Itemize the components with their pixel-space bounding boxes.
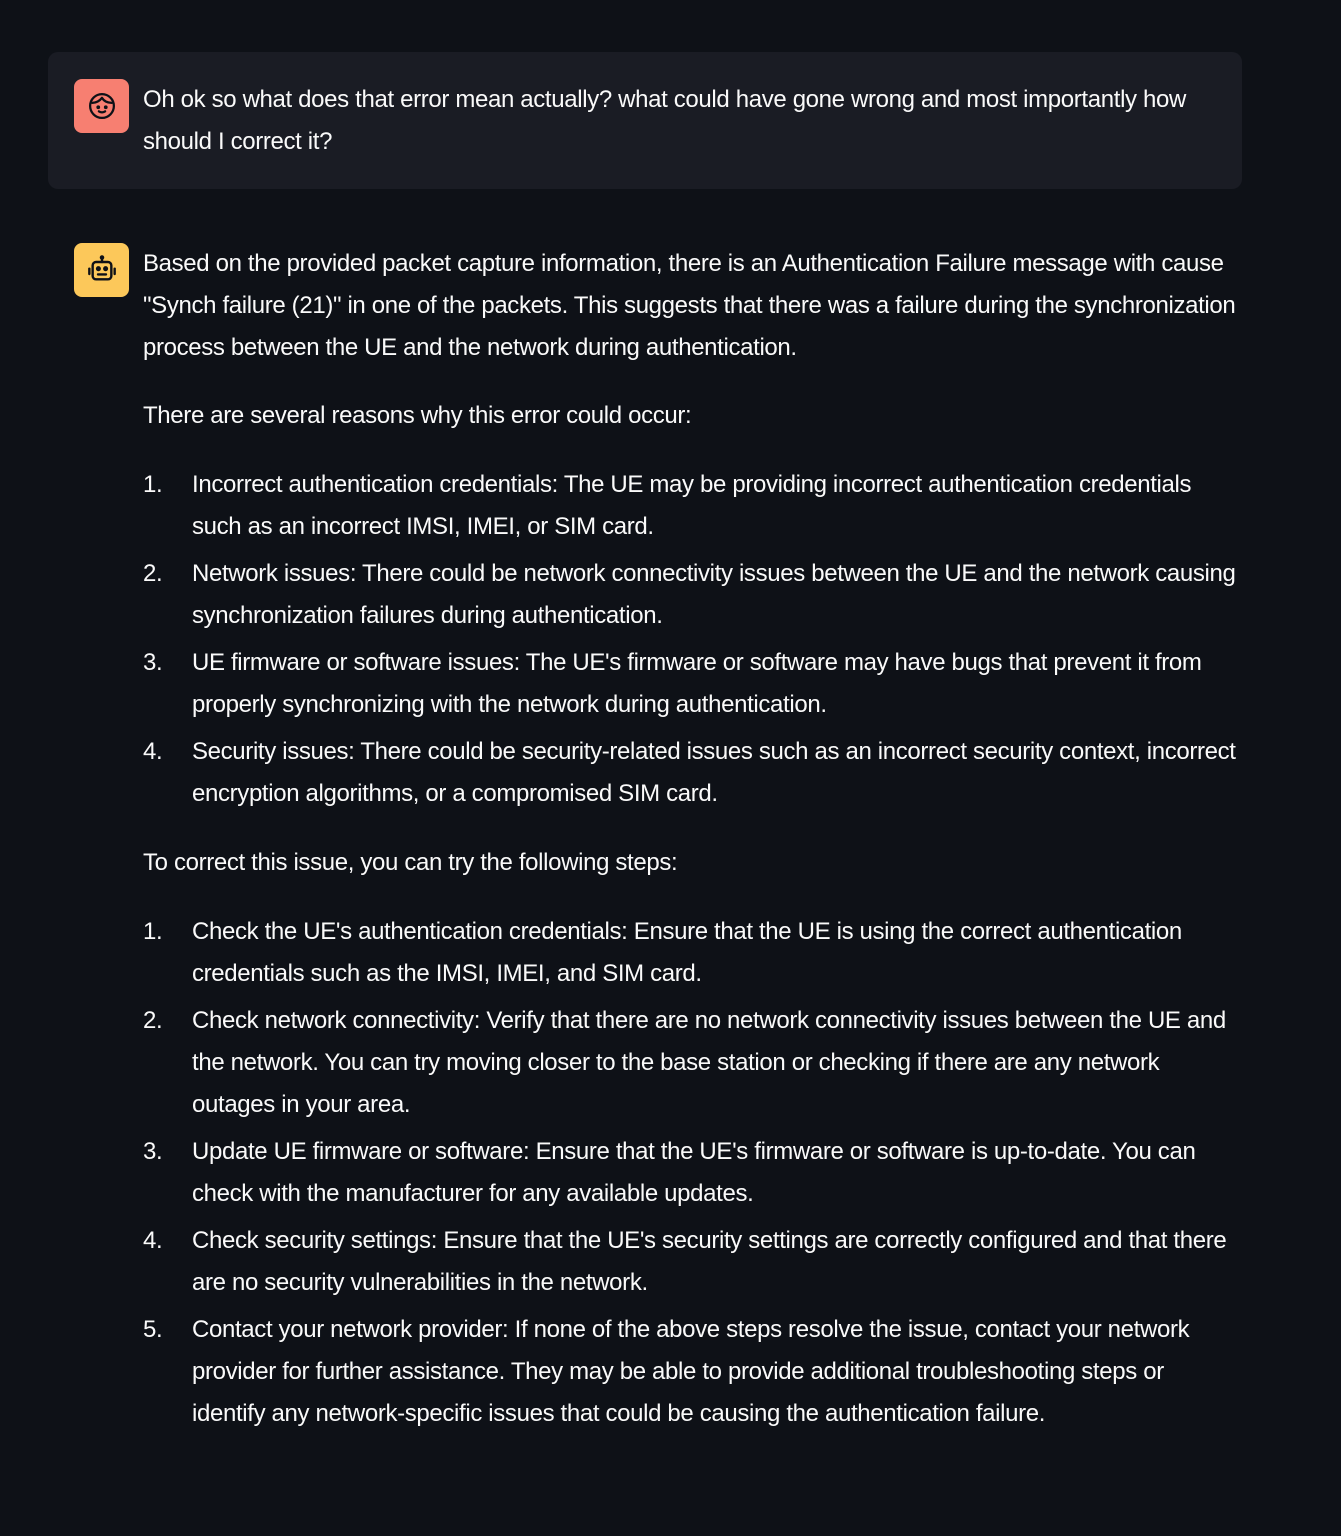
list-number: 4. (143, 738, 163, 766)
list-number: 5. (143, 1316, 163, 1344)
list-item-text: Security issues: There could be security-related issues such as an incorrect security context, incorrect encryption algorithms, or a compromised SIM card. (192, 738, 1236, 808)
list-number: 3. (143, 649, 163, 677)
list-number: 1. (143, 471, 163, 499)
user-avatar (74, 79, 129, 133)
list-item (143, 1220, 1242, 1304)
reasons-list (143, 464, 1242, 815)
list-item (143, 464, 1242, 548)
list-item (143, 1131, 1242, 1215)
list-item (143, 1000, 1242, 1125)
list-item-text: UE firmware or software issues: The UE's firmware or software may have bugs that prevent it from properly synchronizing with the network during authentication. (192, 649, 1202, 719)
robot-icon (86, 254, 118, 286)
list-item (143, 911, 1242, 995)
user-face-icon (87, 91, 117, 121)
user-message (48, 52, 1242, 189)
assistant-intro: Based on the provided packet capture information, there is an Authentication Failure message with cause "Synch failure (21)" in one of the packets. This suggests that there was a failure during the synchronization process between the UE and the network during authentication. (143, 250, 1236, 361)
list-item-text: Update UE firmware or software: Ensure that the UE's firmware or software is up-to-date. You can check with the manufacturer for any available updates. (192, 1137, 1196, 1207)
list-item-text: Contact your network provider: If none of the above steps resolve the issue, contact your network provider for further assistance. They may be able to provide additional troubleshooting steps or identify any network-specific issues that could be causing the authentication failure. (192, 1316, 1190, 1427)
steps-list (143, 911, 1242, 1435)
list-item (143, 731, 1242, 815)
list-number: 1. (143, 917, 163, 945)
list-item-text: Incorrect authentication credentials: The UE may be providing incorrect authentication credentials such as an incorrect IMSI, IMEI, or SIM card. (192, 471, 1192, 540)
list-item (143, 1309, 1242, 1434)
steps-heading: To correct this issue, you can try the following steps: (143, 849, 678, 877)
list-item-text: Check network connectivity: Verify that there are no network connectivity issues between the UE and the network. You can try moving closer to the base station or checking if there are any network outages in your area. (192, 1006, 1226, 1118)
assistant-message-body (143, 243, 1242, 1434)
list-item-text: Check security settings: Ensure that the UE's security settings are correctly configured and that there are no security vulnerabilities in the network. (192, 1226, 1227, 1296)
list-item-text: Check the UE's authentication credentials: Ensure that the UE is using the correct authentication credentials such as the IMSI, IMEI, and SIM card. (192, 917, 1182, 987)
list-number: 2. (143, 1006, 163, 1034)
list-item-text: Network issues: There could be network connectivity issues between the UE and the network causing synchronization failures during authentication. (192, 560, 1236, 630)
reasons-heading: There are several reasons why this error could occur: (143, 402, 692, 430)
list-number: 4. (143, 1226, 163, 1254)
list-number: 2. (143, 560, 163, 588)
list-item (143, 553, 1242, 637)
assistant-message (48, 243, 1242, 1434)
chat-container (48, 52, 1242, 1434)
user-message-text: Oh ok so what does that error mean actually? what could have gone wrong and most importantly how should I correct it? (143, 86, 1186, 155)
assistant-avatar (74, 243, 129, 297)
list-number: 3. (143, 1137, 163, 1165)
list-item (143, 642, 1242, 726)
